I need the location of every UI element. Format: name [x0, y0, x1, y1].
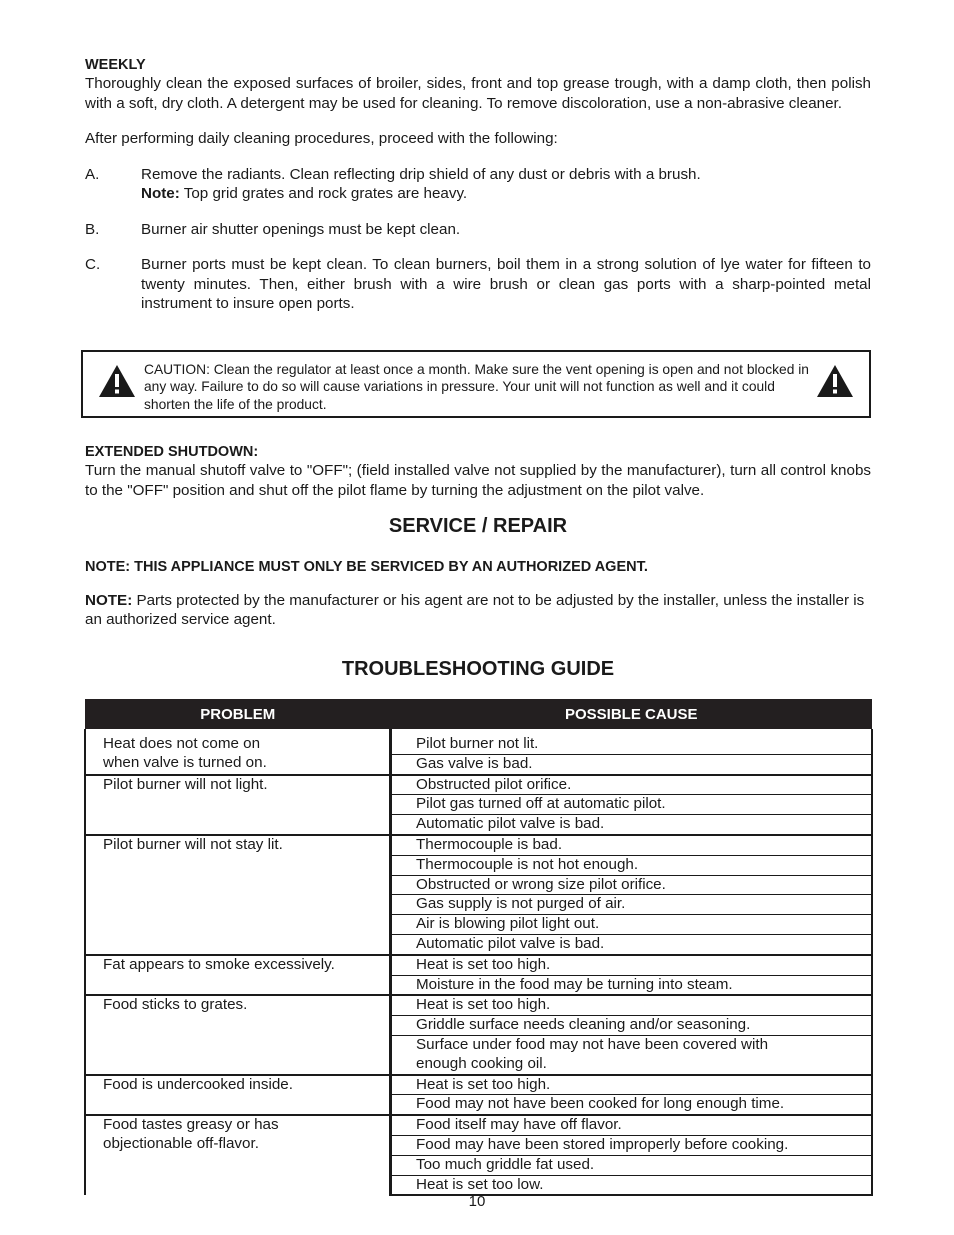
cause-cell: Thermocouple is bad. [391, 835, 873, 855]
weekly-heading: WEEKLY [85, 57, 146, 73]
cause-cell: Heat is set too high. [391, 955, 873, 975]
column-header-cause: POSSIBLE CAUSE [391, 699, 873, 729]
weekly-intro: After performing daily cleaning procedures, proceed with the following: [85, 130, 558, 147]
table-row [85, 835, 872, 855]
table-row [85, 955, 872, 975]
page-number: 10 [468, 1193, 486, 1210]
table-body [85, 729, 872, 1195]
list-letter: A. [85, 165, 100, 183]
shutdown-text: Turn the manual shutoff valve to "OFF"; (field installed valve not supplied by the manufacturer), turn all control knobs to the "OFF" position and shut off the pilot flame by turning the adjustment on the pilot valve. [85, 462, 871, 499]
note-label: NOTE: [85, 591, 133, 609]
caution-body: : Clean the regulator at least once a month. Make sure the vent opening is open and not blocked in any way. Failure to do so will cause variations in pressure. Your unit will not function as well and it could shorten the life of the product. [144, 362, 809, 412]
cause-cell: Food itself may have off flavor. [391, 1115, 873, 1135]
list-text: Remove the radiants. Clean reflecting drip shield of any dust or debris with a brush. [141, 165, 701, 183]
cause-cell: Gas valve is bad. [391, 754, 873, 774]
cause-cell: Griddle surface needs cleaning and/or seasoning. [391, 1016, 873, 1036]
shutdown-section [85, 443, 871, 500]
table-row [85, 995, 872, 1015]
warning-triangle-icon [98, 364, 136, 398]
problem-cell: Food is undercooked inside. [85, 1075, 391, 1116]
cause-cell: Automatic pilot valve is bad. [391, 934, 873, 954]
table-row [85, 1115, 872, 1135]
service-section [85, 517, 871, 630]
cause-cell: Gas supply is not purged of air. [391, 895, 873, 915]
cause-cell: Heat is set too low. [391, 1175, 873, 1195]
cause-cell: Pilot burner not lit. [391, 729, 873, 754]
cause-cell: Surface under food may not have been covered with enough cooking oil. [391, 1035, 873, 1074]
cause-cell: Obstructed or wrong size pilot orifice. [391, 875, 873, 895]
problem-cell: Food sticks to grates. [85, 995, 391, 1074]
cause-cell: Too much griddle fat used. [391, 1155, 873, 1175]
troubleshooting-table [84, 699, 873, 1196]
service-note-2 [85, 591, 871, 630]
cause-cell: Automatic pilot valve is bad. [391, 815, 873, 835]
cause-cell: Food may have been stored improperly before cooking. [391, 1135, 873, 1155]
table-row [85, 729, 872, 754]
list-text: Burner air shutter openings must be kept clean. [141, 220, 461, 238]
cause-cell: Heat is set too high. [391, 995, 873, 1015]
list-item-c [85, 255, 871, 314]
problem-cell: Pilot burner will not light. [85, 775, 391, 835]
note-text: Parts protected by the manufacturer or his agent are not to be adjusted by the installer, unless the installer is an authorized service agent. [85, 591, 865, 628]
list-letter: C. [85, 256, 101, 273]
guide-title: TROUBLESHOOTING GUIDE [341, 658, 615, 680]
column-header-problem: PROBLEM [85, 699, 391, 729]
caution-box [81, 350, 871, 418]
cause-cell: Food may not have been cooked for long enough time. [391, 1095, 873, 1115]
shutdown-heading: EXTENDED SHUTDOWN: [85, 444, 259, 460]
problem-cell: Heat does not come on when valve is turned on. [85, 729, 391, 775]
list-item-b [85, 220, 871, 240]
problem-cell: Food tastes greasy or has objectionable off-flavor. [85, 1115, 391, 1195]
cause-cell: Moisture in the food may be turning into steam. [391, 975, 873, 995]
table-row [85, 1075, 872, 1095]
cause-cell: Obstructed pilot orifice. [391, 775, 873, 795]
cause-cell: Thermocouple is not hot enough. [391, 855, 873, 875]
service-title: SERVICE / REPAIR [388, 515, 568, 537]
caution-text [144, 361, 810, 413]
list-item-a [85, 165, 871, 204]
table-header-row [85, 699, 872, 729]
cause-cell: Pilot gas turned off at automatic pilot. [391, 795, 873, 815]
note-text: Top grid grates and rock grates are heavy. [179, 185, 468, 202]
weekly-text: Thoroughly clean the exposed surfaces of broiler, sides, front and top grease trough, with a damp cloth, then polish with a soft, dry cloth. A detergent may be used for cleaning. To remove discoloration, use a non-abrasive cleaner. [85, 75, 871, 112]
cause-cell: Air is blowing pilot light out. [391, 915, 873, 935]
list-text: Burner ports must be kept clean. To clean burners, boil them in a strong solution of lye water for fifteen to twenty minutes. Then, either brush with a wire brush or clean gas ports with a sharp-pointed metal instrument to insure open ports. [141, 256, 871, 312]
service-note: NOTE: THIS APPLIANCE MUST ONLY BE SERVICED BY AN AUTHORIZED AGENT. [85, 558, 648, 575]
problem-cell: Pilot burner will not stay lit. [85, 835, 391, 955]
cause-cell: Heat is set too high. [391, 1075, 873, 1095]
warning-triangle-icon [816, 364, 854, 398]
caution-label: CAUTION [144, 362, 207, 377]
table-row [85, 775, 872, 795]
list-letter: B. [85, 220, 100, 238]
note-label: Note: [141, 185, 180, 202]
weekly-section [85, 56, 871, 314]
problem-cell: Fat appears to smoke excessively. [85, 955, 391, 996]
